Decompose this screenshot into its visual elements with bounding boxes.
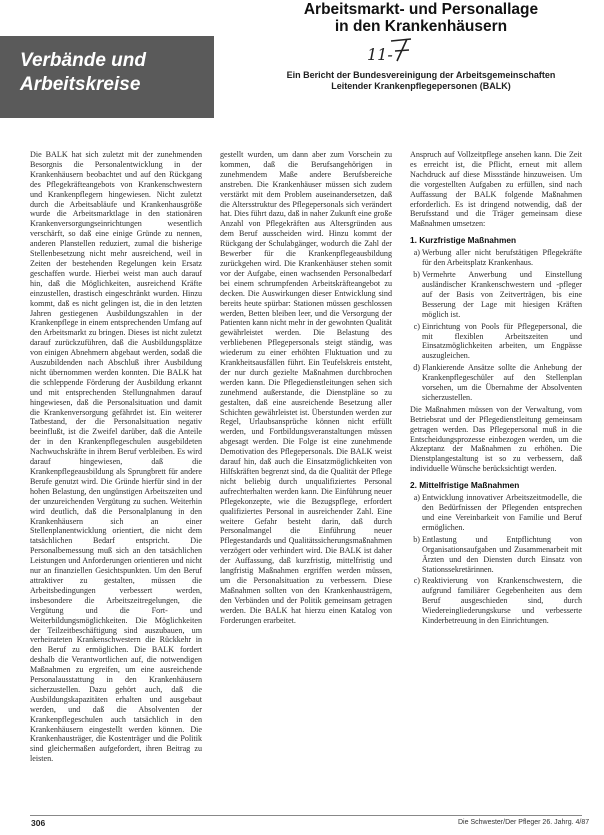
banner-line-1: Verbände und xyxy=(20,50,146,71)
handwritten-note xyxy=(367,45,393,64)
page-number: 306 xyxy=(31,818,46,828)
article-title-line-1: Arbeitsmarkt- und Personallage xyxy=(303,1,539,18)
list-item: b. Entlastung und Entpflichtung von Organisationsaufgaben und Zusammenarbeit mit Ärzten und den Diensten durch Einsatz von Stationssekretärinnen. xyxy=(422,535,582,575)
column-3-intro: Anspruch auf Vollzeitpflege ansehen kann. Die Zeit es erreicht ist, die Pflicht, erneut mit allem Nachdruck auf diese Missstände hinzuweisen. Um die vorgestellten Aufgaben zu erfüllen, sind nach Auffassung der BALK folgende Maßnahmen erforderlich. Es ist dringend notwendig, daß der Berufsstand und die Träger gemeinsam diese Maßnahmen umsetzen: xyxy=(410,150,582,229)
handwritten-stroke-icon xyxy=(389,35,415,65)
section-heading-mid-term: 2. Mittelfristige Maßnahmen xyxy=(410,480,520,491)
article-subtitle xyxy=(258,70,584,92)
column-1-body: Die BALK hat sich zuletzt mit der zunehmenden Besorgnis die Personalentwicklung in der Krankenhäusern beobachtet und auf den Rückgang des Pflegekräfteangebots von Krankenschwestern und Krankenpflegern hingewiesen. Nicht zuletzt durch die Arbeitsabläufe und Krankenhausgröße wurde die Arbeitsmarktlage in den stationären Krankenversorgungseinrichtungen wesentlich verschärft, so daß eine einige Gründe zu nennen, anderen Planstellen reduziert, zumal die bisherige Stellenbesetzung nicht mehr ausreichend, weil in Zeiten der bestehenden Regelungen kein Ersatz geschaffen wurde. Hierbei weist man auch darauf hin, daß die Möglichkeiten, ausreichend Kräfte einzustellen, drastisch eingeschränkt wurden. Hinzu kommt, daß es nicht gelingen ist, die in den letzten Jahren gestiegenen Ausbildungszahlen in der Krankenpflege in einem entsprechenden Umfang auf den Arbeitsmarkt zu bringen. Dieses ist nicht zuletzt darauf zurückzuführen, daß die Ausbildungsplätze von einigen Abnehmern abgebaut werden, sodaß die Auszubildenden nach Abschluß ihrer Ausbildung nicht übernommen werden konnten. Die BALK hat die schleppende Förderung der Ausbildung erkannt und mit entsprechenden Stellungnahmen darauf hingewiesen, daß die Personalsituation und damit die Krankenversorgung gefährdet ist. Ein weiterer Tatbestand, der die Personalsituation negativ beeinflußt, ist die Zweifel darüber, daß die Anteile der in den Krankenpflegeschulen ausgebildeten Nachwuchskräfte in ihrem Beruf verbleiben. Es wird darauf hingewiesen, daß die Krankenpflegeausbildung als Sprungbrett für andere Berufe genutzt wird. Die Gründe hierfür sind in der hohen Belastung, den ungünstigen Arbeitszeiten und der unzureichenden Vergütung zu suchen. Weiterhin wird deutlich, daß die Personalplanung in den Krankenhäusern sich an einer Stellenplanentwicklung orientiert, die nicht dem tatsächlichen Bedarf entspricht. Die Personalbemessung muß sich an den tatsächlichen Leistungen und Anforderungen orientieren und nicht nur an finanziellen Gesichtspunkten. Um den Beruf attraktiver zu gestalten, müssen die Arbeitsbedingungen verbessert werden, insbesondere die Arbeitszeitregelungen, die Vergütung und die Fort- und Weiterbildungsmöglichkeiten. Die Möglichkeiten der Teilzeitbeschäftigung sind auszubauen, um verheirateten Krankenschwestern die Rückkehr in den Beruf zu ermöglichen. Die BALK fordert deshalb die Verantwortlichen auf, die notwendigen Maßnahmen zu ergreifen, um eine ausreichende Personalausstattung in den Krankenhäusern sicherzustellen. Dazu gehört auch, daß die Ausbildungskapazitäten erhalten und ausgebaut werden, und daß die Absolventen der Krankenpflegeschulen auch tatsächlich in den Krankenhäusern eingestellt werden können. Die Krankenhausträger, die Kostenträger und die Politik sind gleichermaßen aufgefordert, ihren Beitrag zu leisten. xyxy=(30,150,202,764)
section-banner xyxy=(0,36,214,118)
mid-term-list xyxy=(410,493,582,626)
section-heading-short-term: 1. Kurzfristige Maßnahmen xyxy=(410,235,517,246)
short-term-list xyxy=(410,248,582,403)
list-item: a. Entwicklung innovativer Arbeitszeitmodelle, die den Bedürfnissen der Pflegenden entsprechen und eine Vereinbarkeit von Familie und Beruf ermöglichen. xyxy=(422,493,582,533)
list-item: a. Werbung aller nicht berufstätigen Pflegekräfte für den Arbeitsplatz Krankenhaus. xyxy=(422,248,582,268)
article-subtitle-line-1: Ein Bericht der Bundesvereinigung der Arbeitsgemeinschaften xyxy=(286,70,556,80)
list-item: b. Vermehrte Anwerbung und Einstellung ausländischer Krankenschwestern und -pfleger auf der Basis von Zeitverträgen, bis eine Besserung der Lage mit hiesigen Kräften möglich ist. xyxy=(422,270,582,320)
footer-divider xyxy=(30,815,582,816)
article-title-line-2: in den Krankenhäusern xyxy=(334,18,508,35)
text-column-1 xyxy=(30,150,202,830)
text-column-3 xyxy=(410,150,582,830)
banner-line-2: Arbeitskreise xyxy=(20,74,141,95)
text-column-2 xyxy=(220,150,392,830)
list-item: c. Reaktivierung von Krankenschwestern, die aufgrund familiärer Gegebenheiten aus dem Beruf ausgeschieden sind, durch Wiedereingliederungskurse und verbesserte Kinderbetreuung in den Einrichtungen. xyxy=(422,576,582,626)
handwritten-note-text: 11- xyxy=(367,45,393,64)
column-3-middle: Die Maßnahmen müssen von der Verwaltung, vom Betriebsrat und der Pflegedienstleitung gemeinsam getragen werden. Das Pflegepersonal muß in die Entscheidungsprozesse einbezogen werden, um die Akzeptanz der Maßnahmen zu erhöhen. Die Dienstplangestaltung ist so zu verbessern, daß individuelle Wünsche berücksichtigt werden. xyxy=(410,404,582,474)
journal-reference: Die Schwester/Der Pfleger 26. Jahrg. 4/87 xyxy=(458,819,590,826)
list-item: d. Flankierende Ansätze sollte die Anhebung der Krankenpflegeschüler auf den Stellenplan vorsehen, um die Übernahme der Absolventen sicherzustellen. xyxy=(422,363,582,403)
article-subtitle-line-2: Leitender Krankenpflegepersonen (BALK) xyxy=(331,81,511,91)
column-2-body: gestellt wurden, um dann aber zum Vorschein zu kommen, daß die Berufsangehörigen in zunehmendem Maße andere Berufsbereiche anstreben. Die Krankenhäuser müssen sich zudem verstärkt mit dem Problem auseinandersetzen, daß die Altersstruktur des Pflegepersonals sich verändert hat. Dies führt dazu, daß in naher Zukunft eine große Anzahl von Pflegekräften aus Altersgründen aus dem Beruf ausscheiden wird. Hinzu kommt der Rückgang der Schulabgänger, wodurch die Zahl der Bewerber für die Krankenpflegeausbildung zurückgehen wird. Die Krankenhäuser stehen somit vor der Aufgabe, einen wachsenden Personalbedarf bei einem schrumpfenden Arbeitskräfteangebot zu decken. Die Auswirkungen dieser Entwicklung sind bereits heute spürbar: Stationen müssen geschlossen werden, Betten bleiben leer, und die Versorgung der Patienten kann nicht mehr in der gewohnten Qualität gewährleistet werden. Die Belastung des verbliebenen Pflegepersonals steigt ständig, was wiederum zu einer erhöhten Fluktuation und zu Krankheitsausfällen führt. Ein Teufelskreis entsteht, der nur durch gezielte Maßnahmen durchbrochen werden kann. Die Pflegedienstleitungen sehen sich zunehmend außerstande, die Dienstpläne so zu gestalten, daß eine ausreichende Besetzung aller Schichten gewährleistet ist. Überstunden werden zur Regel, Urlaubsansprüche können nicht erfüllt werden, und Fortbildungsveranstaltungen müssen abgesagt werden. Die Folge ist eine zunehmende Demotivation des Pflegepersonals. Die BALK weist darauf hin, daß auch die Einsatzmöglichkeiten von Hilfskräften begrenzt sind, da die Qualität der Pflege nicht beliebig durch unqualifiziertes Personal aufrechterhalten werden kann. Die Einführung neuer Pflegekonzepte, wie die Bezugspflege, erfordert qualifiziertes Personal in ausreichender Zahl. Eine weitere Gefahr besteht darin, daß durch Personalmangel die Einführung neuer Pflegestandards und Qualitätssicherungsmaßnahmen verzögert oder verhindert wird. Die BALK ist daher der Auffassung, daß kurzfristig, mittelfristig und langfristig Maßnahmen ergriffen werden müssen, um die Personalsituation zu verbessern. Diese Maßnahmen sollten von den Krankenhausträgern, den Verbänden und der Politik gemeinsam getragen werden. Die BALK hat hierzu einen Katalog von Forderungen erarbeitet. xyxy=(220,150,392,625)
list-item: c. Einrichtung von Pools für Pflegepersonal, die mit flexiblen Arbeitszeiten und Einsatzmöglichkeiten arbeiten, um Engpässe auszugleichen. xyxy=(422,322,582,362)
article-title xyxy=(258,1,584,35)
